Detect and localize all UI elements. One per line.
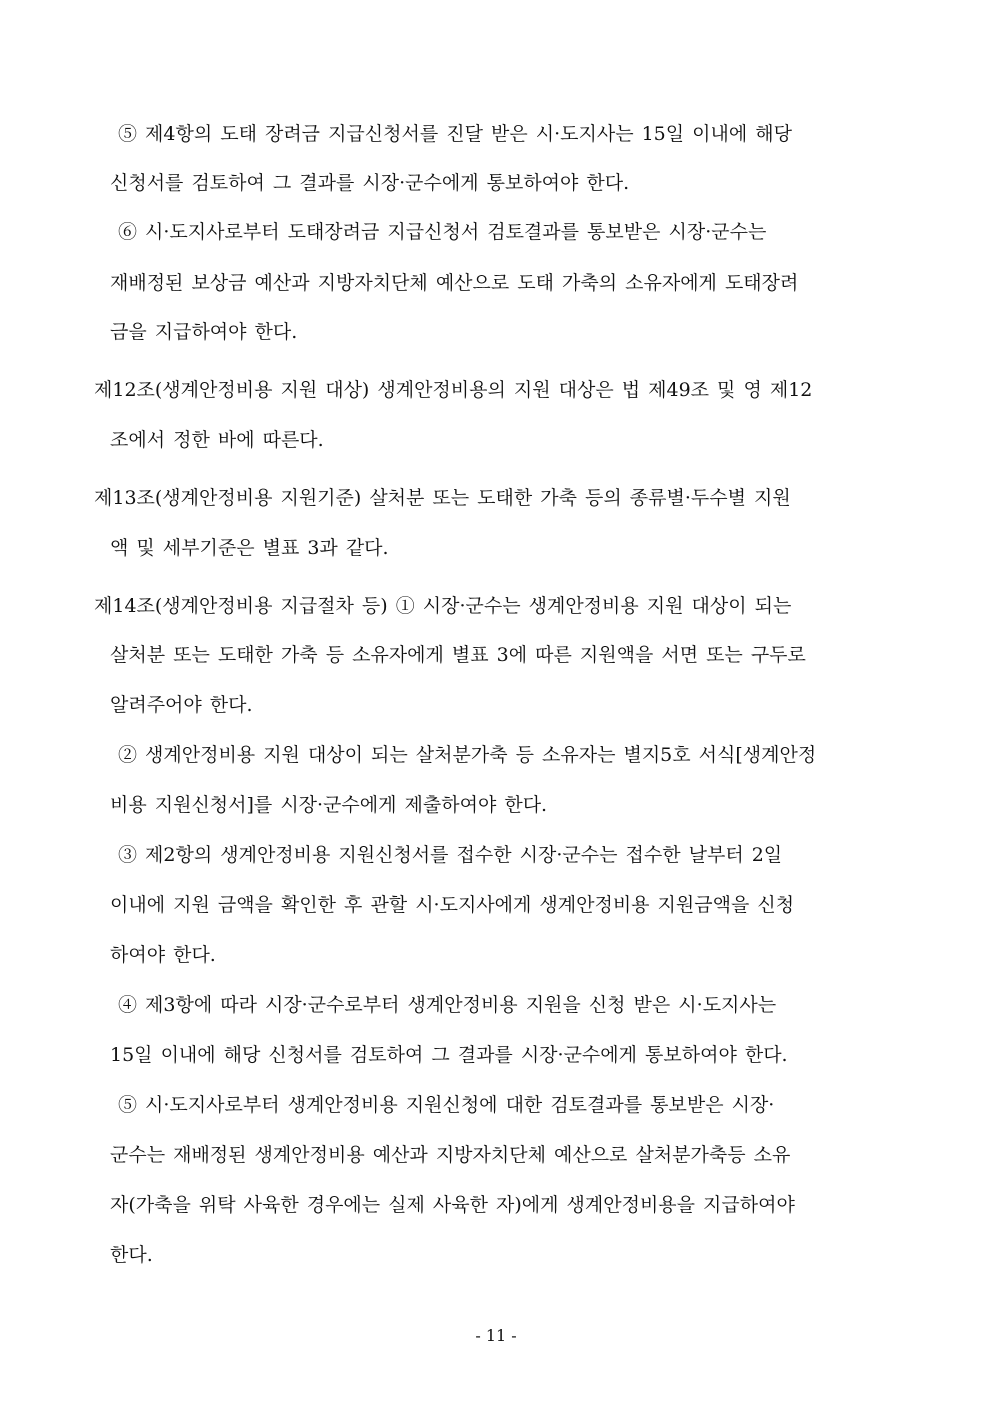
- article-14-line-8: 하여야 한다.: [110, 944, 216, 966]
- article-14-line-14: 한다.: [110, 1244, 153, 1266]
- article-14-line-5: 비용 지원신청서]를 시장·군수에게 제출하여야 한다.: [110, 794, 548, 816]
- article-14-line-3: 알려주어야 한다.: [110, 694, 253, 716]
- article-14-line-6: ③ 제2항의 생계안정비용 지원신청서를 접수한 시장·군수는 접수한 날부터 2일: [118, 844, 783, 866]
- paragraph-line-3: ⑥ 시·도지사로부터 도태장려금 지급신청서 검토결과를 통보받은 시장·군수는: [118, 221, 767, 243]
- article-14-line-13: 자(가축을 위탁 사육한 경우에는 실제 사육한 자)에게 생계안정비용을 지급하여야: [110, 1194, 795, 1216]
- page-number: - 11 -: [475, 1326, 517, 1345]
- article-13-line-1: 제13조(생계안정비용 지원기준) 살처분 또는 도태한 가축 등의 종류별·두수별 지원: [94, 487, 791, 509]
- article-14-line-9: ④ 제3항에 따라 시장·군수로부터 생계안정비용 지원을 신청 받은 시·도지사는: [118, 994, 777, 1016]
- article-14-line-4: ② 생계안정비용 지원 대상이 되는 살처분가축 등 소유자는 별지5호 서식[생계안정: [118, 744, 817, 766]
- article-14-line-10: 15일 이내에 해당 신청서를 검토하여 그 결과를 시장·군수에게 통보하여야 한다.: [110, 1044, 788, 1066]
- paragraph-line-2: 신청서를 검토하여 그 결과를 시장·군수에게 통보하여야 한다.: [110, 172, 630, 194]
- article-12-line-1: 제12조(생계안정비용 지원 대상) 생계안정비용의 지원 대상은 법 제49조 및 영 제12: [94, 379, 813, 401]
- article-13-line-2: 액 및 세부기준은 별표 3과 같다.: [110, 537, 389, 559]
- paragraph-line-4: 재배정된 보상금 예산과 지방자치단체 예산으로 도태 가축의 소유자에게 도태장려: [110, 272, 799, 294]
- article-14-line-12: 군수는 재배정된 생계안정비용 예산과 지방자치단체 예산으로 살처분가축등 소유: [110, 1144, 791, 1166]
- article-14-line-1: 제14조(생계안정비용 지급절차 등) ① 시장·군수는 생계안정비용 지원 대상이 되는: [94, 595, 792, 617]
- article-14-line-7: 이내에 지원 금액을 확인한 후 관할 시·도지사에게 생계안정비용 지원금액을 신청: [110, 894, 795, 916]
- paragraph-line-1: ⑤ 제4항의 도태 장려금 지급신청서를 진달 받은 시·도지사는 15일 이내에 해당: [118, 123, 792, 145]
- paragraph-line-5: 금을 지급하여야 한다.: [110, 321, 298, 343]
- article-14-line-11: ⑤ 시·도지사로부터 생계안정비용 지원신청에 대한 검토결과를 통보받은 시장·: [118, 1094, 775, 1116]
- article-12-line-2: 조에서 정한 바에 따른다.: [110, 429, 324, 451]
- article-14-line-2: 살처분 또는 도태한 가축 등 소유자에게 별표 3에 따른 지원액을 서면 또는 구두로: [110, 644, 806, 666]
